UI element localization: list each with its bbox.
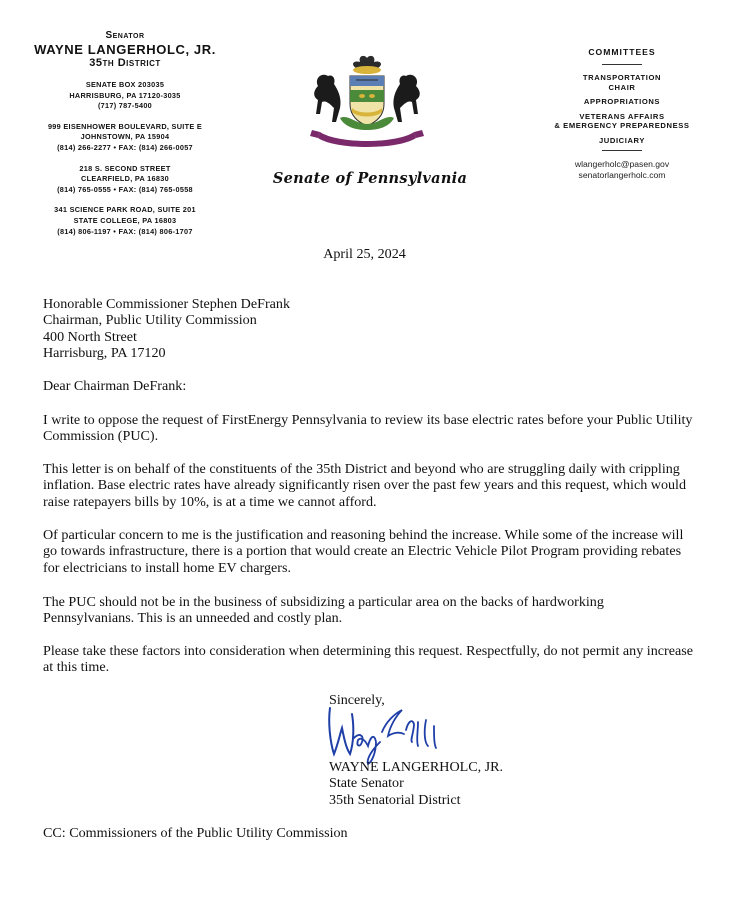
senator-label xyxy=(20,30,230,42)
body-paragraph: The PUC should not be in the business of subsidizing a particular area on the backs of hardworking Pennsylvanians. This is an unneeded and costly plan. xyxy=(43,594,604,627)
website-address: senatorlangerholc.com xyxy=(578,170,666,180)
office-harrisburg xyxy=(20,80,230,112)
office-line: 218 S. SECOND STREET xyxy=(79,163,171,173)
closing: Sincerely, xyxy=(329,692,385,708)
office-line: HARRISBURG, PA 17120-3035 xyxy=(69,90,181,100)
office-state-college xyxy=(20,205,230,237)
committee-line: TRANSPORTATION xyxy=(582,73,662,82)
signer-district: 35th Senatorial District xyxy=(329,791,461,808)
office-line: SENATE BOX 203035 xyxy=(85,80,165,89)
committee-line: & EMERGENCY PREPAREDNESS xyxy=(554,121,690,130)
office-line: 341 SCIENCE PARK ROAD, SUITE 201 xyxy=(54,205,196,215)
signer-title: State Senator xyxy=(329,775,404,792)
salutation: Dear Chairman DeFrank: xyxy=(43,378,187,394)
recipient-address xyxy=(43,296,290,361)
committee-transportation xyxy=(540,73,704,92)
recipient-line: Harrisburg, PA 17120 xyxy=(43,344,166,361)
senator-district xyxy=(20,57,230,70)
committee-line: APPROPRIATIONS xyxy=(583,97,661,106)
cc-line: CC: Commissioners of the Public Utility Commission xyxy=(43,825,348,841)
committees-column xyxy=(540,46,704,181)
divider xyxy=(602,150,642,151)
signer-name: WAYNE LANGERHOLC, JR. xyxy=(329,759,504,775)
email-address: wlangerholc@pasen.gov xyxy=(574,159,670,169)
letterhead-address-column xyxy=(20,30,230,247)
body-paragraph: Of particular concern to me is the justification and reasoning behind the increase. While some of the increase will go towards infrastructure, there is a portion that would create an Electric Vehicle Pilot Program providing rebates for electricians to install home EV chargers. xyxy=(43,527,684,576)
office-line: (814) 806-1197 • FAX: (814) 806-1707 xyxy=(57,226,193,236)
recipient-line: 400 North Street xyxy=(43,328,137,345)
divider xyxy=(602,64,642,65)
body-paragraph: Please take these factors into consideration when determining this request. Respectfully, do not permit any increase at this time. xyxy=(43,643,693,676)
committee-line: CHAIR xyxy=(608,82,636,92)
senate-of-pennsylvania-title: Senate of Pennsylvania xyxy=(272,170,468,187)
committee-judiciary xyxy=(540,136,704,146)
committee-appropriations xyxy=(540,97,704,107)
office-line: CLEARFIELD, PA 16830 xyxy=(81,174,169,184)
committee-line: JUDICIARY xyxy=(598,135,646,145)
office-line: STATE COLLEGE, PA 16803 xyxy=(73,215,177,225)
office-line: (814) 765-0555 • FAX: (814) 765-0558 xyxy=(57,184,193,194)
office-line: JOHNSTOWN, PA 15904 xyxy=(80,132,170,142)
office-line: (814) 266-2277 • FAX: (814) 266-0057 xyxy=(57,142,193,152)
body-paragraph: This letter is on behalf of the constituents of the 35th District and beyond who are struggling daily with crippling inflation. Base electric rates have already significantly risen over the past few years and this request, which would raise ratepayers bills by 10%, is at a time we cannot afford. xyxy=(43,461,686,510)
committee-veterans-affairs xyxy=(540,112,704,131)
senator-word: Senator xyxy=(105,30,145,41)
recipient-line: Honorable Commissioner Stephen DeFrank xyxy=(43,296,290,312)
letter-date: April 25, 2024 xyxy=(323,246,406,262)
body-paragraph: I write to oppose the request of FirstEnergy Pennsylvania to review its base electric rates before your Public Utility Commission (PUC). xyxy=(43,412,693,445)
signature-block xyxy=(329,759,503,808)
office-line: (717) 787-5400 xyxy=(97,101,153,111)
office-line: 999 EISENHOWER BOULEVARD, SUITE E xyxy=(47,121,203,131)
pennsylvania-seal-icon xyxy=(298,52,436,152)
senator-name: WAYNE LANGERHOLC, JR. xyxy=(34,42,216,57)
committee-line: VETERANS AFFAIRS xyxy=(579,111,665,121)
office-johnstown xyxy=(20,122,230,154)
district-label: 35th District xyxy=(89,57,161,69)
committees-heading: COMMITTEES xyxy=(588,47,656,57)
recipient-line: Chairman, Public Utility Commission xyxy=(43,312,257,329)
office-clearfield xyxy=(20,164,230,196)
